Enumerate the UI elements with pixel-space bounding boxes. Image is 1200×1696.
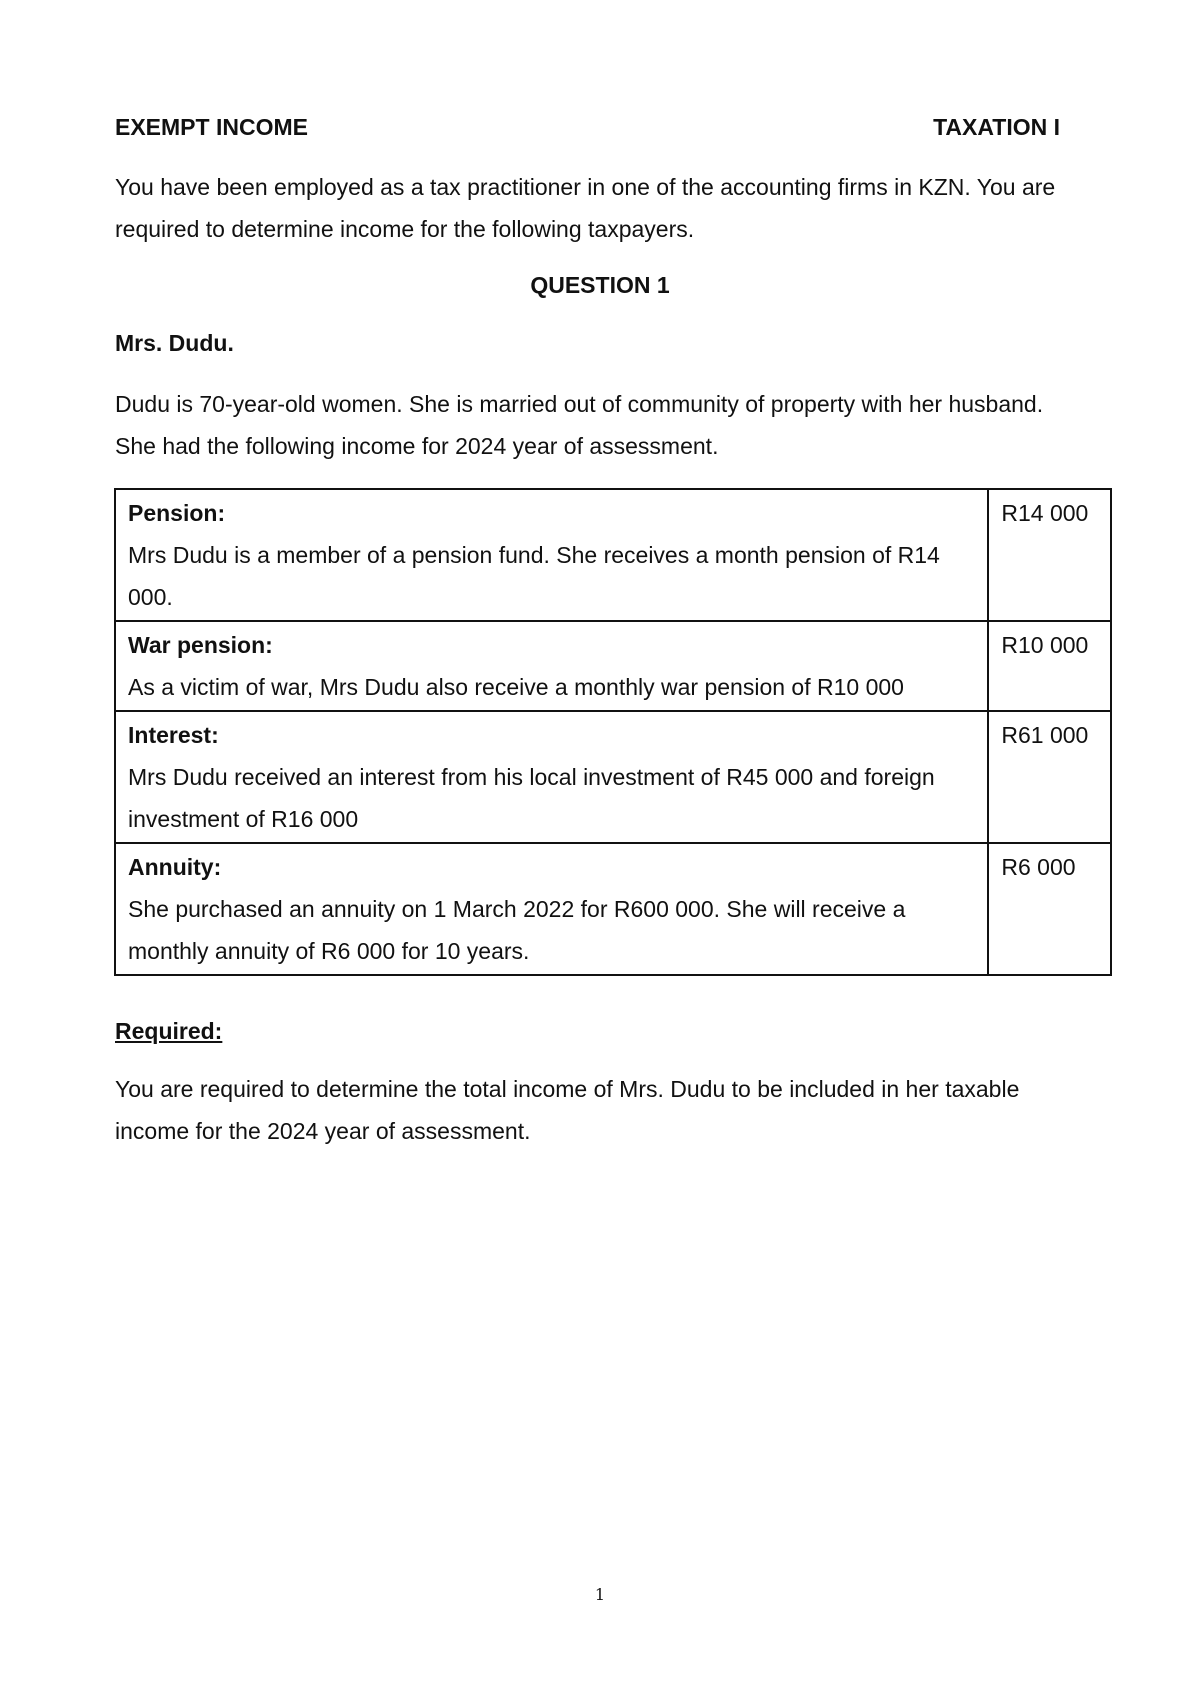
income-description-cell xyxy=(115,711,988,843)
required-heading: Required: xyxy=(115,1018,223,1044)
income-amount: R10 000 xyxy=(988,621,1111,711)
income-title: Annuity: xyxy=(128,854,222,880)
income-text: As a victim of war, Mrs Dudu also receive a monthly war pension of R10 000 xyxy=(128,674,904,700)
income-amount: R61 000 xyxy=(988,711,1111,843)
taxpayer-name: Mrs. Dudu. xyxy=(115,330,234,356)
income-amount: R14 000 xyxy=(988,489,1111,621)
table-row xyxy=(115,621,1111,711)
page-number: 1 xyxy=(594,1585,606,1604)
question-title: QUESTION 1 xyxy=(530,272,670,298)
header-subject: TAXATION I xyxy=(933,114,1060,140)
income-text: Mrs Dudu is a member of a pension fund. She receives a month pension of R14 000. xyxy=(128,542,940,610)
table-row xyxy=(115,843,1111,975)
income-text: Mrs Dudu received an interest from his local investment of R45 000 and foreign investment of R16 000 xyxy=(128,764,935,832)
income-amount: R6 000 xyxy=(988,843,1111,975)
income-description-cell xyxy=(115,843,988,975)
income-title: Interest: xyxy=(128,722,219,748)
income-title: Pension: xyxy=(128,500,226,526)
taxpayer-description: Dudu is 70-year-old women. She is married out of community of property with her husband. She had the following income for 2024 year of assessment. xyxy=(115,391,1044,459)
table-row xyxy=(115,711,1111,843)
income-text: She purchased an annuity on 1 March 2022 for R600 000. She will receive a monthly annuity of R6 000 for 10 years. xyxy=(128,896,906,964)
intro-paragraph: You have been employed as a tax practitioner in one of the accounting firms in KZN. You are required to determine income for the following taxpayers. xyxy=(115,174,1056,242)
income-table xyxy=(114,488,1112,976)
income-title: War pension: xyxy=(128,632,273,658)
required-paragraph: You are required to determine the total income of Mrs. Dudu to be included in her taxable income for the 2024 year of assessment. xyxy=(115,1076,1020,1144)
income-description-cell xyxy=(115,621,988,711)
header-topic: EXEMPT INCOME xyxy=(115,114,308,140)
page-header xyxy=(115,114,1060,141)
table-row xyxy=(115,489,1111,621)
income-description-cell xyxy=(115,489,988,621)
